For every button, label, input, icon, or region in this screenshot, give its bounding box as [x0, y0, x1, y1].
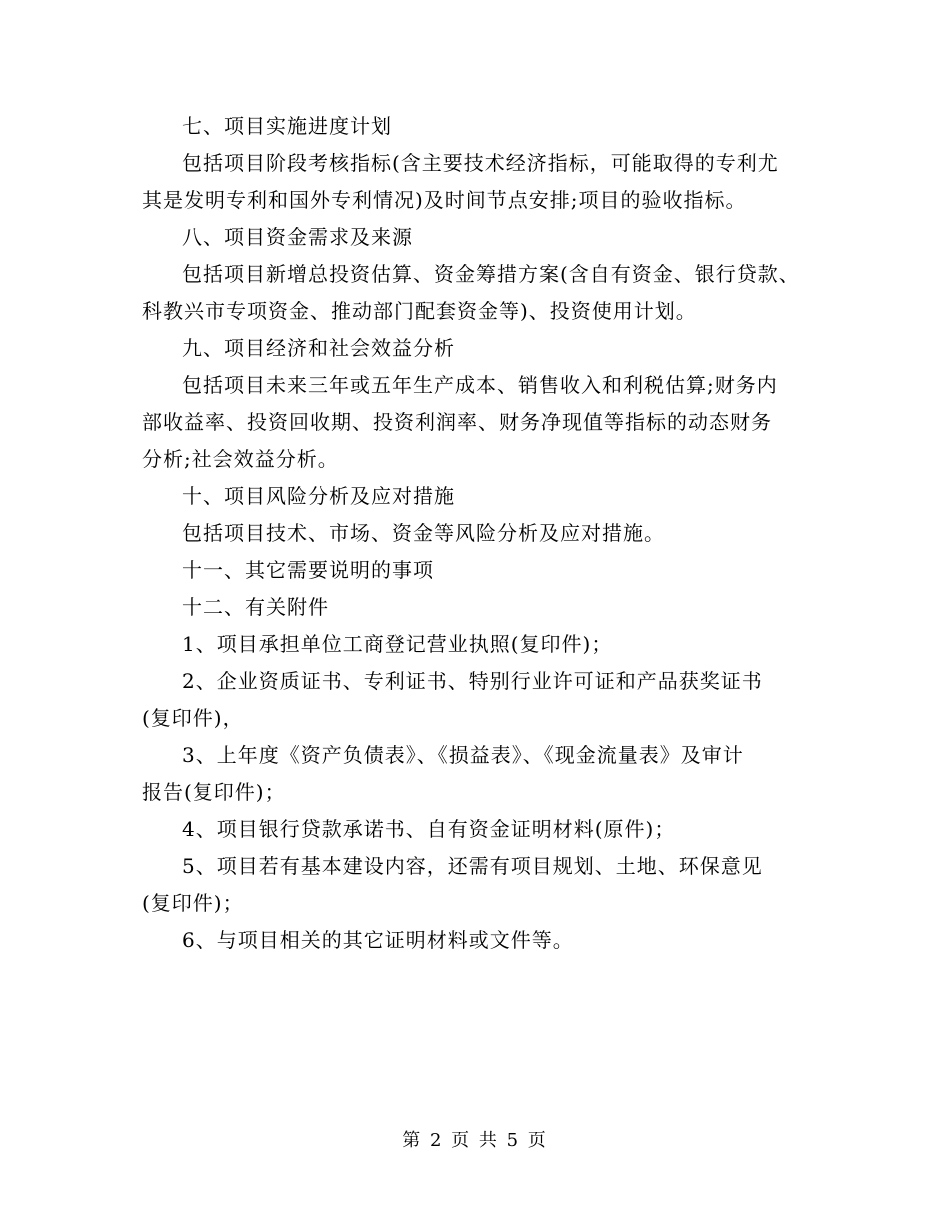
attachment-item-6 — [142, 922, 832, 959]
text-line: 包括项目技术、市场、资金等风险分析及应对措施。 — [182, 521, 665, 545]
text-line: 5、项目若有基本建设内容，还需有项目规划、土地、环保意见 — [182, 854, 763, 878]
section-body-8 — [142, 256, 832, 330]
section-heading-9 — [142, 330, 832, 367]
text-line: 1、项目承担单位工商登记营业执照(复印件)； — [182, 632, 613, 656]
attachment-item-1 — [142, 626, 832, 663]
text-line: 包括项目未来三年或五年生产成本、销售收入和利税估算;财务内 — [182, 373, 778, 397]
section-heading-11 — [142, 552, 832, 589]
section-heading-10 — [142, 478, 832, 515]
attachment-item-5 — [142, 848, 832, 922]
section-heading-7 — [142, 108, 832, 145]
text-line: 包括项目阶段考核指标(含主要技术经济指标，可能取得的专利尤 — [182, 151, 779, 175]
section-heading-8 — [142, 219, 832, 256]
text-line: 4、项目银行贷款承诺书、自有资金证明材料(原件)； — [182, 817, 676, 841]
attachment-item-3 — [142, 737, 832, 811]
section-body-10 — [142, 515, 832, 552]
page-number-footer: 第 2 页 共 5 页 — [402, 1130, 548, 1151]
text-line: 报告(复印件)； — [142, 780, 286, 804]
text-line: 十、项目风险分析及应对措施 — [182, 484, 455, 508]
text-line: 八、项目资金需求及来源 — [182, 225, 413, 249]
text-line: 十一、其它需要说明的事项 — [182, 558, 434, 582]
text-line: 其是发明专利和国外专利情况)及时间节点安排;项目的验收指标。 — [142, 188, 747, 212]
text-line: 科教兴市专项资金、推动部门配套资金等)、投资使用计划。 — [142, 299, 697, 323]
section-heading-12 — [142, 589, 832, 626]
section-body-9 — [142, 367, 832, 478]
text-line: 十二、有关附件 — [182, 595, 329, 619]
text-line: 七、项目实施进度计划 — [182, 114, 392, 138]
text-line: 3、上年度《资产负债表》、《损益表》、《现金流量表》及审计 — [182, 743, 744, 767]
text-line: 包括项目新增总投资估算、资金筹措方案(含自有资金、银行贷款、 — [182, 262, 800, 286]
text-line: 分析;社会效益分析。 — [142, 447, 339, 471]
text-line: 部收益率、投资回收期、投资利润率、财务净现值等指标的动态财务 — [142, 410, 772, 434]
text-line: (复印件)； — [142, 891, 244, 915]
text-line: 九、项目经济和社会效益分析 — [182, 336, 455, 360]
section-body-7 — [142, 145, 832, 219]
attachment-item-2 — [142, 663, 832, 737]
attachment-item-4 — [142, 811, 832, 848]
text-line: 6、与项目相关的其它证明材料或文件等。 — [182, 928, 574, 952]
text-line: (复印件)， — [142, 706, 244, 730]
document-body — [142, 108, 832, 959]
text-line: 2、企业资质证书、专利证书、特别行业许可证和产品获奖证书 — [182, 669, 763, 693]
